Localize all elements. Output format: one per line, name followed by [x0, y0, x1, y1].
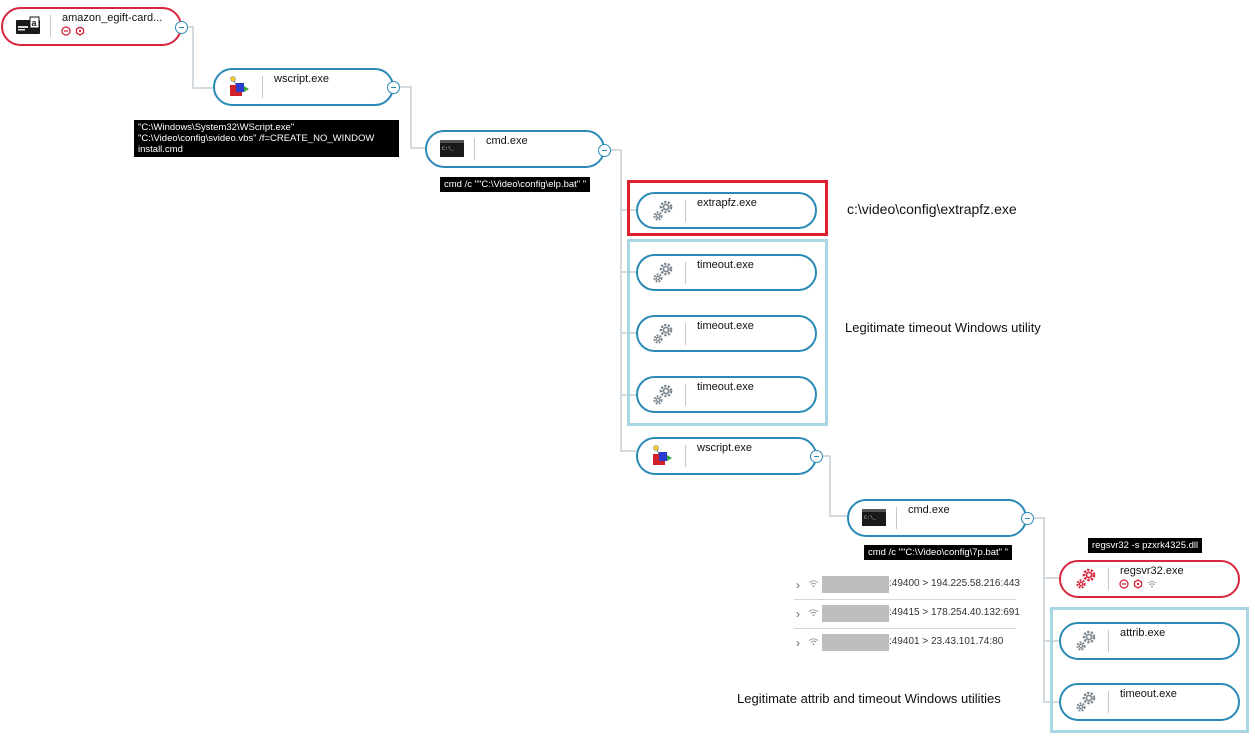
wifi-icon [808, 637, 819, 646]
connection-text: :49401 > 23.43.101.74:80 [889, 636, 1004, 647]
node-separator [896, 507, 897, 529]
svg-text:C:\_: C:\_ [864, 515, 877, 521]
chevron-right-icon[interactable]: › [796, 607, 800, 621]
collapse-toggle-icon[interactable] [810, 450, 823, 463]
network-connection-row[interactable] [792, 599, 1020, 629]
process-name: wscript.exe [274, 73, 330, 85]
terminal-icon [439, 137, 465, 161]
gears-icon [1073, 567, 1099, 591]
process-node-attrib[interactable] [1059, 622, 1240, 660]
alert-badges [1119, 579, 1157, 589]
process-node-cmd[interactable] [425, 130, 605, 168]
process-node-cmd[interactable] [847, 499, 1027, 537]
node-separator [685, 384, 686, 406]
node-separator [1108, 630, 1109, 652]
process-node-amazon-egift-card[interactable] [1, 7, 182, 46]
node-separator [50, 15, 51, 37]
connection-text: :49415 > 178.254.40.132:691 [889, 607, 1020, 618]
node-separator [474, 138, 475, 160]
node-separator [685, 323, 686, 345]
node-separator [685, 445, 686, 467]
process-name: cmd.exe [486, 135, 528, 147]
command-line-wscript: "C:\Windows\System32\WScript.exe" "C:\Video\config\svideo.vbs" /f=CREATE_NO_WINDOW install.cmd [134, 120, 399, 157]
process-node-regsvr32[interactable] [1059, 560, 1240, 598]
amazon-giftcard-icon [15, 14, 41, 38]
collapse-toggle-icon[interactable] [1021, 512, 1034, 525]
svg-text:C:\_: C:\_ [442, 146, 455, 152]
alert-badges [61, 26, 85, 36]
gears-icon [650, 261, 676, 285]
alert-hexagon-icon [1133, 579, 1143, 589]
node-separator [262, 76, 263, 98]
redacted-address [822, 634, 889, 651]
wscript-icon [650, 444, 676, 468]
alert-circle-icon [1119, 579, 1129, 589]
collapse-toggle-icon[interactable] [387, 81, 400, 94]
annotation-extrapfz-path: c:\video\config\extrapfz.exe [847, 201, 1017, 217]
wscript-icon [227, 75, 253, 99]
node-separator [685, 262, 686, 284]
collapse-toggle-icon[interactable] [175, 21, 188, 34]
svg-text:a: a [31, 18, 37, 28]
process-node-timeout[interactable] [636, 254, 817, 291]
network-connection-row[interactable] [792, 570, 1020, 600]
process-name: timeout.exe [697, 320, 754, 332]
process-node-extrapfz[interactable] [636, 192, 817, 229]
network-activity-icon [1147, 579, 1157, 589]
gears-icon [1073, 629, 1099, 653]
chevron-right-icon[interactable]: › [796, 578, 800, 592]
alert-circle-icon [61, 26, 71, 36]
process-node-timeout[interactable] [1059, 683, 1240, 721]
command-line-cmd: cmd /c ""C:\Video\config\elp.bat" " [440, 177, 590, 192]
process-name: attrib.exe [1120, 627, 1166, 639]
gears-icon [650, 322, 676, 346]
collapse-toggle-icon[interactable] [598, 144, 611, 157]
gears-icon [650, 383, 676, 407]
node-separator [1108, 691, 1109, 713]
gears-icon [650, 199, 676, 223]
connection-text: :49400 > 194.225.58.216:443 [889, 578, 1020, 589]
process-name: timeout.exe [697, 259, 754, 271]
terminal-icon [861, 506, 887, 530]
process-node-timeout[interactable] [636, 376, 817, 413]
annotation-attrib-timeout-note: Legitimate attrib and timeout Windows utilities [737, 691, 1001, 706]
alert-hexagon-icon [75, 26, 85, 36]
process-name: cmd.exe [908, 504, 950, 516]
process-name: extrapfz.exe [697, 197, 757, 209]
process-name: wscript.exe [697, 442, 753, 454]
redacted-address [822, 576, 889, 593]
node-separator [1108, 568, 1109, 590]
network-connection-row[interactable] [792, 628, 1016, 658]
process-node-wscript[interactable] [213, 68, 394, 106]
process-node-timeout[interactable] [636, 315, 817, 352]
command-line-cmd: cmd /c ""C:\Video\config\7p.bat" " [864, 545, 1012, 560]
process-name: regsvr32.exe [1120, 565, 1184, 577]
process-name: timeout.exe [697, 381, 754, 393]
node-separator [685, 200, 686, 222]
chevron-right-icon[interactable]: › [796, 636, 800, 650]
command-line-regsvr32: regsvr32 -s pzxrk4325.dll [1088, 538, 1202, 553]
wifi-icon [808, 579, 819, 588]
gears-icon [1073, 690, 1099, 714]
wifi-icon [808, 608, 819, 617]
process-name: amazon_egift-card... [62, 12, 163, 24]
annotation-timeout-note: Legitimate timeout Windows utility [845, 320, 1041, 335]
redacted-address [822, 605, 889, 622]
process-name: timeout.exe [1120, 688, 1177, 700]
process-node-wscript[interactable] [636, 437, 817, 475]
